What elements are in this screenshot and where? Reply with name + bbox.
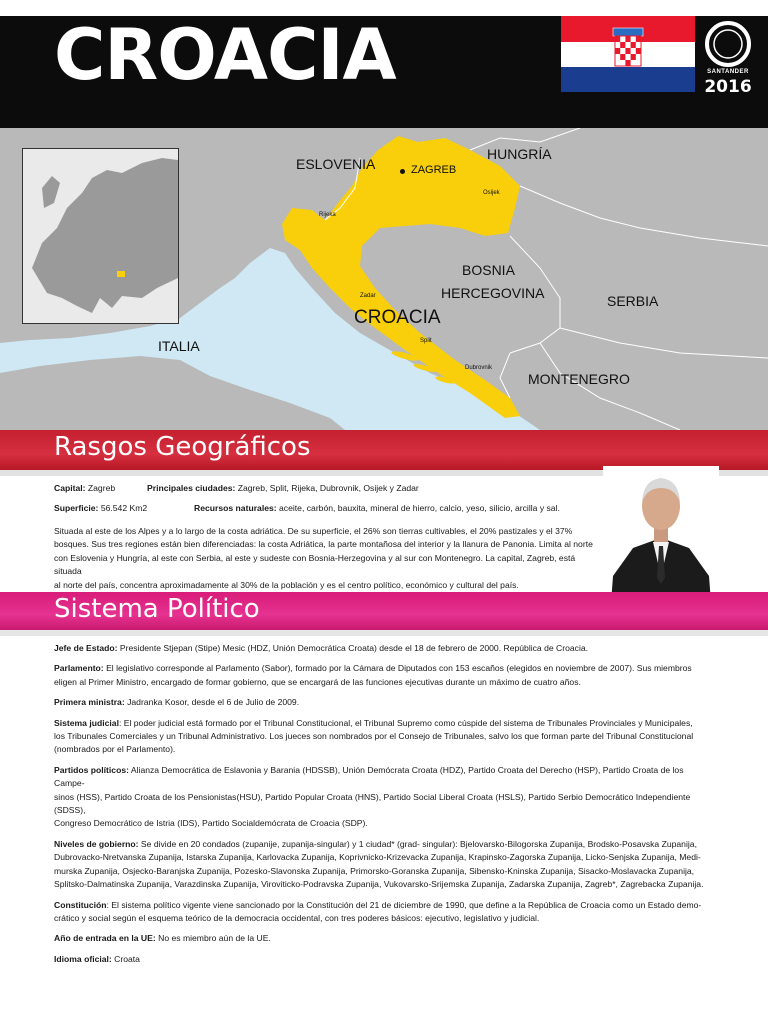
label-italia: ITALIA [158,338,200,354]
label-zagreb: ZAGREB [411,164,457,176]
zagreb-dot-icon [400,169,405,174]
label-serbia: SERBIA [607,293,659,309]
logo-year: 2016 [704,77,752,97]
pol-item-partidos: Partidos políticos: Alianza Democrática de Eslavonia y Barania (HDSSB), Unión Demócrata Croata (HDZ), Partido Croata del Derecho (HSP), Partido Croata de los Campe- sinos (HSS), Partido Croata de los Pensionistas(HSU), Partido Popular Croata (HNS), Partido Social Liberal Croata (HSLS), Partido Serbio Democrático Independiente (SDSS), Congreso Democrático de Istria (IDS), Partido Socialdemócrata de Croacia (SDP). [54,764,691,829]
geo-recursos: Recursos naturales: aceite, carbón, bauxita, mineral de hierro, calcio, yeso, silicio, arcilla y sal. [194,503,560,513]
label-montenegro: MONTENEGRO [528,371,630,387]
city-rijeka: Rijeka [319,212,336,218]
map [0,128,768,430]
santander-logo-icon [704,20,752,68]
label-bosnia: BOSNIA [462,262,515,278]
geo-capital: Capital: Zagreb [54,483,116,493]
geo-ciudades: Principales ciudades: Zagreb, Split, Rijeka, Dubrovnik, Osijek y Zadar [147,483,419,493]
logo-label: SANTANDER [707,69,749,75]
section-title-pol: Sistema Político [54,594,260,624]
pol-item-jefe: Jefe de Estado: Presidente Stjepan (Stipe) Mesic (HDZ, Unión Democrática Croata) desde el 18 de febrero de 2000. República de Croacia. [54,643,589,653]
pol-item-ue: Año de entrada en la UE: No es miembro aún de la UE. [54,933,271,944]
pol-item-judicial: Sistema judicial: El poder judicial está formado por el Tribunal Constitucional, el Tribunal Supremo como cúspide del sistema de Tribunales Provinciales y Municipales, los Tribunales Comerciales y un Tribunal Administrativo. Los jueces son nombrados por el Consejo de Tribunales, salvo los que forman parte del Tribunal Constitucional (nombrados por el Parlamento). [54,717,694,755]
europe-inset-map [22,148,179,324]
section-stripe-pol [0,630,768,636]
label-eslovenia: ESLOVENIA [296,156,376,172]
city-osijek: Osijek [483,190,500,196]
label-croacia: CROACIA [354,307,441,328]
pol-item-primera-ministra: Primera ministra: Jadranka Kosor, desde el 6 de Julio de 2009. [54,697,300,708]
coat-of-arms-icon [613,28,643,66]
page-title: CROACIA [54,14,396,96]
city-split: Split [420,338,432,344]
croatia-flag [561,16,695,92]
section-title-geo: Rasgos Geográficos [54,432,311,462]
city-zadar: Zadar [360,293,376,299]
label-hungria: HUNGRÍA [487,146,552,162]
geo-description: Situada al este de los Alpes y a lo largo de la costa adriática. De su superficie, el 26% son tierras cultivables, el 20% pastizales y el 37% bosques. Sus tres regiones están bien diferenciadas: la costa Adriática, la parte montañosa del interior y la llanura de Panonia. Limita al norte con Eslovenia y Hungría, al este con Serbia, al este y sudeste con Bosnia-Herzegovina y al sur con Montenegro. La capital, Zagreb, está situada al norte del país, concentra aproximadamente al 30% de la población y es el centro político, económico y cultural del país. [54,526,593,590]
pol-item-constitucion: Constitución: El sistema político vigente viene sancionado por la Constitución del 21 de diciembre de 1990, que define a la República de Croacia como un Estado demo- crático y social según el esquema teórico de la democracia occidental, con tres poderes básicos: ejecutivo, legislativo y judicial. [54,899,702,923]
label-hercegovina: HERCEGOVINA [441,285,545,301]
city-dubrovnik: Dubrovnik [465,365,493,371]
geo-superficie: Superficie: 56.542 Km2 [54,503,148,513]
pol-item-niveles: Niveles de gobierno: Se divide en 20 condados (zupanije, zupanija-singular) y 1 ciudad* (grad- singular): Bjelovarsko-Bilogorska Zupanija, Brodsko-Posavska Zupanija, Dubrovacko-Nretvanska Zupanija, Istarska Zupanija, Karlovacka Zupanija, Koprivnicko-Krizevacka Zupanija, Krapinsko-Zagorska Zupanija, Licko-Senjska Zupanija, Medi- murska Zupanija, Osjecko-Baranjska Zupanija, Pozesko-Slavonska Zupanija, Primorsko-Goranska Zupanija, Sibensko-Kninska Zupanija, Sisacko-Moslavacka Zupanija, Splitsko-Dalmatinska Zupanija, Varazdinska Zupanija, Viroviticko-Podravska Zupanija, Vukovarsko-Srijemska Zupanija, Zadarska Zupanija, Zagreb*, Zagrebacka Zupanija. [54,838,704,890]
pol-item-parlamento: Parlamento: El legislativo corresponde al Parlamento (Sabor), formado por la Cámara de Diputados con 153 escaños (elegidos en noviembre de 2007). Sus miembros eligen al Primer Ministro, encargado de formar gobierno, que se encargará de las funciones ejecutivas durante un máximo de cuatro años. [54,663,692,687]
pol-item-idioma: Idioma oficial: Croata [54,953,140,964]
pol-list [54,642,714,973]
